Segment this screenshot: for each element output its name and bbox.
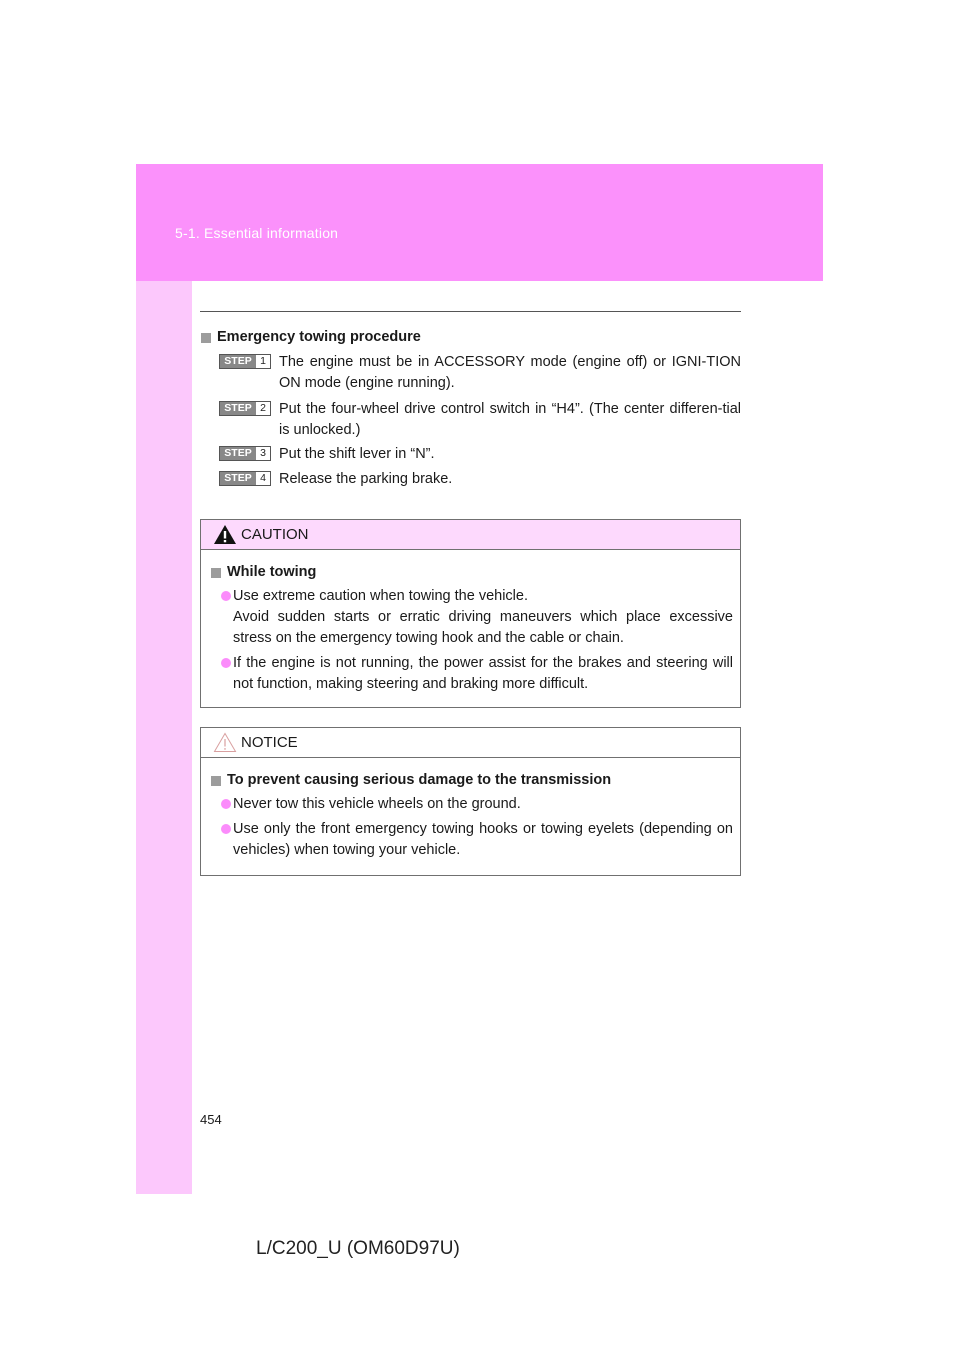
step-badge-number: 2 — [256, 402, 270, 415]
step-badge — [219, 471, 271, 486]
divider — [200, 311, 741, 312]
procedure-heading-text: Emergency towing procedure — [217, 329, 421, 345]
notice-body — [201, 758, 740, 875]
step-badge-label: STEP — [220, 355, 256, 368]
notice-bullet-line: Use only the front emergency towing hooks or towing eyelets (depending on vehicles) when towing your vehicle. — [233, 821, 733, 858]
notice-header — [201, 728, 740, 758]
caution-header — [201, 520, 740, 550]
step-4 — [219, 469, 741, 490]
section-label: 5-1. Essential information — [175, 225, 339, 241]
step-text: Release the parking brake. — [279, 471, 453, 487]
caution-subheading — [211, 562, 733, 583]
caution-bullet-line: Avoid sudden starts or erratic driving maneuvers which place excessive stress on the emergency towing hook and the cable or chain. — [233, 609, 733, 646]
notice-subheading — [211, 770, 733, 791]
step-badge-label: STEP — [220, 402, 256, 415]
step-badge-number: 4 — [256, 472, 270, 485]
step-badge — [219, 446, 271, 461]
square-bullet-icon — [211, 568, 221, 578]
caution-title: CAUTION — [241, 526, 309, 543]
warning-triangle-icon — [213, 524, 237, 545]
square-bullet-icon — [211, 776, 221, 786]
step-text: Put the shift lever in “N”. — [279, 446, 435, 462]
caution-subheading-text: While towing — [227, 564, 317, 580]
step-2 — [219, 399, 741, 441]
step-text: The engine must be in ACCESSORY mode (engine off) or IGNI-TION ON mode (engine running). — [279, 354, 741, 391]
caution-bullet-line: If the engine is not running, the power assist for the brakes and steering will not function, making steering and braking more difficult. — [233, 655, 733, 692]
caution-bullet-line: Use extreme caution when towing the vehicle. — [233, 588, 528, 604]
header-band — [136, 164, 823, 281]
step-badge-label: STEP — [220, 472, 256, 485]
step-badge — [219, 354, 271, 369]
notice-triangle-icon — [213, 732, 237, 753]
procedure-heading — [201, 329, 421, 345]
notice-title: NOTICE — [241, 734, 298, 751]
notice-bullet-line: Never tow this vehicle wheels on the ground. — [233, 796, 521, 812]
step-badge — [219, 401, 271, 416]
caution-box — [200, 519, 741, 708]
notice-bullet — [211, 794, 733, 815]
bullet-dot-icon — [221, 658, 231, 668]
notice-subheading-text: To prevent causing serious damage to the transmission — [227, 772, 612, 788]
bullet-dot-icon — [221, 591, 231, 601]
footer-code: L/C200_U (OM60D97U) — [256, 1238, 460, 1259]
step-badge-number: 3 — [256, 447, 270, 460]
side-band — [136, 164, 192, 1194]
step-text: Put the four-wheel drive control switch in “H4”. (The center differen-tial is unlocked.) — [279, 401, 741, 438]
bullet-dot-icon — [221, 824, 231, 834]
step-badge-label: STEP — [220, 447, 256, 460]
caution-bullet — [211, 586, 733, 649]
bullet-dot-icon — [221, 799, 231, 809]
notice-box — [200, 727, 741, 876]
caution-bullet — [211, 653, 733, 695]
page-number: 454 — [200, 1112, 222, 1127]
notice-bullet — [211, 819, 733, 861]
step-3 — [219, 444, 741, 465]
step-badge-number: 1 — [256, 355, 270, 368]
step-1 — [219, 352, 741, 394]
square-bullet-icon — [201, 333, 211, 343]
caution-body — [201, 550, 740, 709]
